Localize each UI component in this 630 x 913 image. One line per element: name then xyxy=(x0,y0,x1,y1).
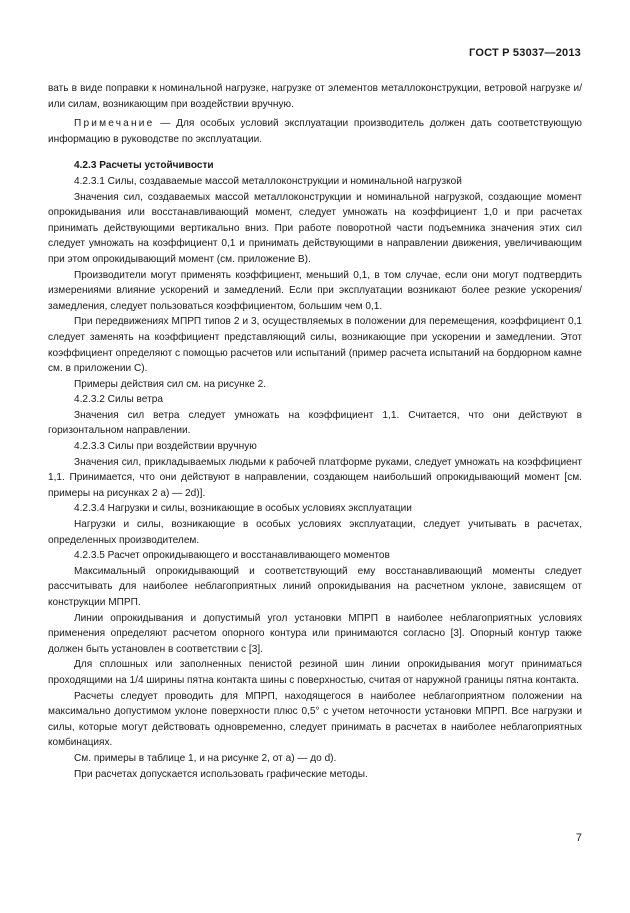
subsection-heading-4-2-3-1: 4.2.3.1 Силы, создаваемые массой металлоконструкции и номинальной нагрузкой xyxy=(74,175,462,187)
subsection-heading-4-2-3-4: 4.2.3.4 Нагрузки и силы, возникающие в особых условиях эксплуатации xyxy=(74,503,412,515)
paragraph: При расчетах допускается использовать графические методы. xyxy=(74,768,368,780)
paragraph: Значения сил, прикладываемых людьми к рабочей платформе руками, следует умножать на коэффициент 1,1. Принимается, что они действуют в направлении, создающем наибольший опрокидывающий момент [см. примеры на рисунках 2 а) — 2d)]. xyxy=(48,456,582,499)
note-text: — Для особых условий эксплуатации производитель должен дать соответствующую информацию в руководстве по эксплуатации. xyxy=(48,118,582,145)
note-paragraph xyxy=(48,116,582,147)
paragraph: Максимальный опрокидывающий и соответствующий ему восстанавливающий моменты следует рассчитывать для наиболее неблагоприятных линий опрокидывания на расчетном уклоне, зависящем от конструкции МПРП. xyxy=(48,565,582,608)
paragraph: Значения сил ветра следует умножать на коэффициент 1,1. Считается, что они действуют в горизонтальном направлении. xyxy=(48,409,582,437)
paragraph: Примеры действия сил см. на рисунке 2. xyxy=(74,378,267,390)
document-body xyxy=(48,81,582,782)
paragraph: См. примеры в таблице 1, и на рисунке 2, от а) — до d). xyxy=(74,752,337,764)
subsection-heading-4-2-3-5: 4.2.3.5 Расчет опрокидывающего и восстанавливающего моментов xyxy=(74,550,390,562)
subsection-heading-4-2-3-3: 4.2.3.3 Силы при воздействии вручную xyxy=(74,441,257,453)
subsection-heading-4-2-3-2: 4.2.3.2 Силы ветра xyxy=(74,394,163,406)
paragraph: При передвижениях МПРП типов 2 и 3, осуществляемых в положении для перемещения, коэффициент 0,1 следует заменять на коэффициент представляющий силы, возникающие при ускорении и замедлении. Этот коэффициент определяют с помощью расчетов или испытаний (пример расчета испытаний на бордюрном камне см. в приложении С). xyxy=(48,316,582,375)
paragraph: Линии опрокидывания и допустимый угол установки МПРП в наиболее неблагоприятных условиях применения определяют расчетом опорного контура или принимаются согласно [3]. Опорный контур также должен быть установлен в соответствии с [3]. xyxy=(48,612,582,655)
paragraph: Расчеты следует проводить для МПРП, находящегося в наиболее неблагоприятном положении на максимально допустимом уклоне поверхности плюс 0,5° с учетом неточности установки МПРП. Все нагрузки и силы, которые могут действовать одновременно, следует принимать в расчетах в наиболее неблагоприятных комбинациях. xyxy=(48,690,582,749)
note-label: Примечание xyxy=(74,118,155,130)
paragraph: Нагрузки и силы, возникающие в особых условиях эксплуатации, следует учитывать в расчетах, определенных производителем. xyxy=(48,519,582,546)
page-number: 7 xyxy=(575,832,582,844)
section-heading-4-2-3: 4.2.3 Расчеты устойчивости xyxy=(74,160,214,172)
paragraph: Для сплошных или заполненных пенистой резиной шин линии опрокидывания могут приниматься проходящими на 1/4 ширины пятна контакта шины с поверхностью, считая от наружной границы пятна контакта. xyxy=(48,659,582,686)
paragraph: Значения сил, создаваемых массой металлоконструкции и номинальной нагрузкой, создающие момент опрокидывания или восстанавливающий момент, следует умножать на коэффициент 1,0 и при расчетах принимать действующими вертикально вниз. При работе поворотной части подъемника значения этих сил следует умножать на коэффициент 0,1 и принимать действующими в направлении движения, увеличивающим при этом опрокидывающий момент (см. приложение В). xyxy=(48,191,582,265)
standard-header: ГОСТ Р 53037—2013 xyxy=(469,47,581,59)
paragraph: Производители могут применять коэффициент, меньший 0,1, в том случае, если они могут подтвердить измерениями влияние ускорений и замедлений. Если при эксплуатации возникают более резкие ускорения/замедления, следует пользоваться коэффициентом, большим чем 0,1. xyxy=(48,269,582,312)
paragraph-continuation: вать в виде поправки к номинальной нагрузке, нагрузке от элементов металлоконструкции, ветровой нагрузке и/или силам, возникающим при воздействии вручную. xyxy=(48,83,582,110)
